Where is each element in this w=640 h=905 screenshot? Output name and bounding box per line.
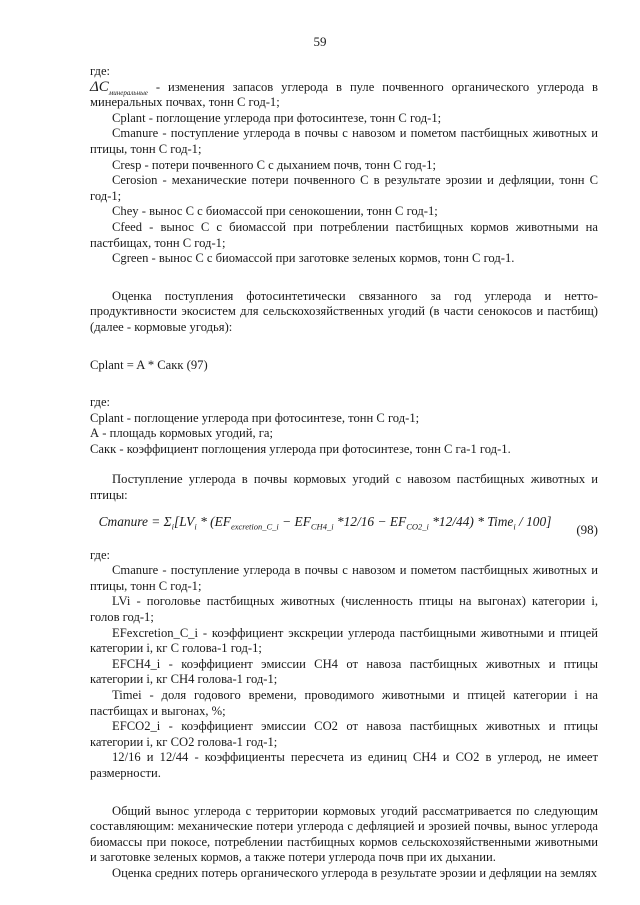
where-label: где: — [90, 64, 111, 78]
definition-item: LVi - поголовье пастбищных животных (численность птицы на выгонах) категории i, голов год-1; — [90, 594, 598, 625]
definition-item: Cgreen - вынос С с биомассой при заготовке зеленых кормов, тонн С год-1. — [112, 251, 515, 266]
definition-item: Timei - доля годового времени, проводимого животными и птицей категории i на пастбищах и выгонах, %; — [90, 688, 598, 718]
definition-item: Cplant - поглощение углерода при фотосинтезе, тонн С год-1; — [112, 110, 442, 125]
formula-98-expression: Cmanure = $\Sigma_i[LV_i * (EF_{excretion\_C\_i} - EF_{CH4\_i}$ $*12/16 - EF_{CO2\_i}$ *12/44) * Time$_i$ / 100] — [98, 513, 552, 532]
definition-item: EFexcretion_C_i - коэффициент экскреции углерода пастбищными животными и птицей категории i, кг С голова-1 год-1; — [90, 625, 598, 656]
definition-item: EFCH4_i - коэффициент эмиссии CH4 от навоза пастбищных животных и птицы категории i, кг CH4 голова-1 год-1; — [90, 656, 598, 687]
definition-item: 12/16 и 12/44 - коэффициенты пересчета из единиц CH4 и CO2 в углерод, не имеет размерности. — [90, 750, 598, 780]
delta-c-text: - изменения запасов углерода в пуле почвенного органического углерода в минеральных почвах, тонн С год-1; — [90, 79, 598, 110]
page-number: 59 — [313, 34, 327, 49]
formula-98-number: (98) — [576, 521, 598, 537]
definition-item: Cresp - потери почвенного С с дыханием почв, тонн С год-1; — [112, 157, 436, 172]
definition-delta-c — [90, 80, 598, 111]
paragraph-removal: Общий вынос углерода с территории кормовых угодий рассматривается по следующим составляющим: механические потери углерода с дефляцией и эрозией почвы, вынос углерода биомассы при покосе, потреблении пастбищных кормов сельскохозяйственными животными и заготовке зеленых кормов, а также потери углерода почв при их дыхании. — [90, 803, 598, 865]
where-label: где: — [90, 547, 111, 562]
page-body — [90, 64, 598, 882]
where-label: где: — [90, 395, 111, 410]
definition-item: Cmanure - поступление углерода в почвы с навозом и пометом пастбищных животных и птицы, тонн С год-1; — [90, 563, 598, 593]
definition-item: Cmanure - поступление углерода в почвы с навозом и пометом пастбищных животных и птицы, тонн С год-1; — [90, 126, 598, 156]
definition-item: Chey - вынос С с биомассой при сенокошении, тонн С год-1; — [112, 204, 438, 219]
definition-item: EFCO2_i - коэффициент эмиссии CO2 от навоза пастбищных животных и птицы категории i, кг CO2 голова-1 год-1; — [90, 719, 598, 749]
definition-item: Cplant - поглощение углерода при фотосинтезе, тонн С год-1; — [90, 410, 420, 425]
definition-item: Cerosion - механические потери почвенного С в результате эрозии и дефляции, тонн С год-1; — [90, 173, 598, 203]
definition-item: А - площадь кормовых угодий, га; — [90, 426, 274, 441]
paragraph-last: Оценка средних потерь органического углерода в результате эрозии и дефляции на землях — [112, 865, 598, 880]
delta-c-symbol: $\Delta C_{минеральные}$ — [90, 78, 148, 97]
definition-item: Cfeed - вынос С с биомассой при потреблении пастбищных кормов животными на пастбищах, тонн С год-1; — [90, 219, 598, 250]
formula-97: Cplant = A * Сакк (97) — [90, 357, 208, 372]
formula-98 — [90, 510, 598, 544]
paragraph-input: Поступление углерода в почвы кормовых угодий с навозом пастбищных животных и птицы: — [90, 472, 598, 503]
paragraph-assessment: Оценка поступления фотосинтетически связанного за год углерода и нетто-продуктивности экосистем для сельскохозяйственных угодий (в части сенокосов и пастбищ) (далее - кормовые угодья): — [90, 288, 598, 334]
definition-item: Сакк - коэффициент поглощения углерода при фотосинтезе, тонн С га-1 год-1. — [90, 441, 511, 456]
